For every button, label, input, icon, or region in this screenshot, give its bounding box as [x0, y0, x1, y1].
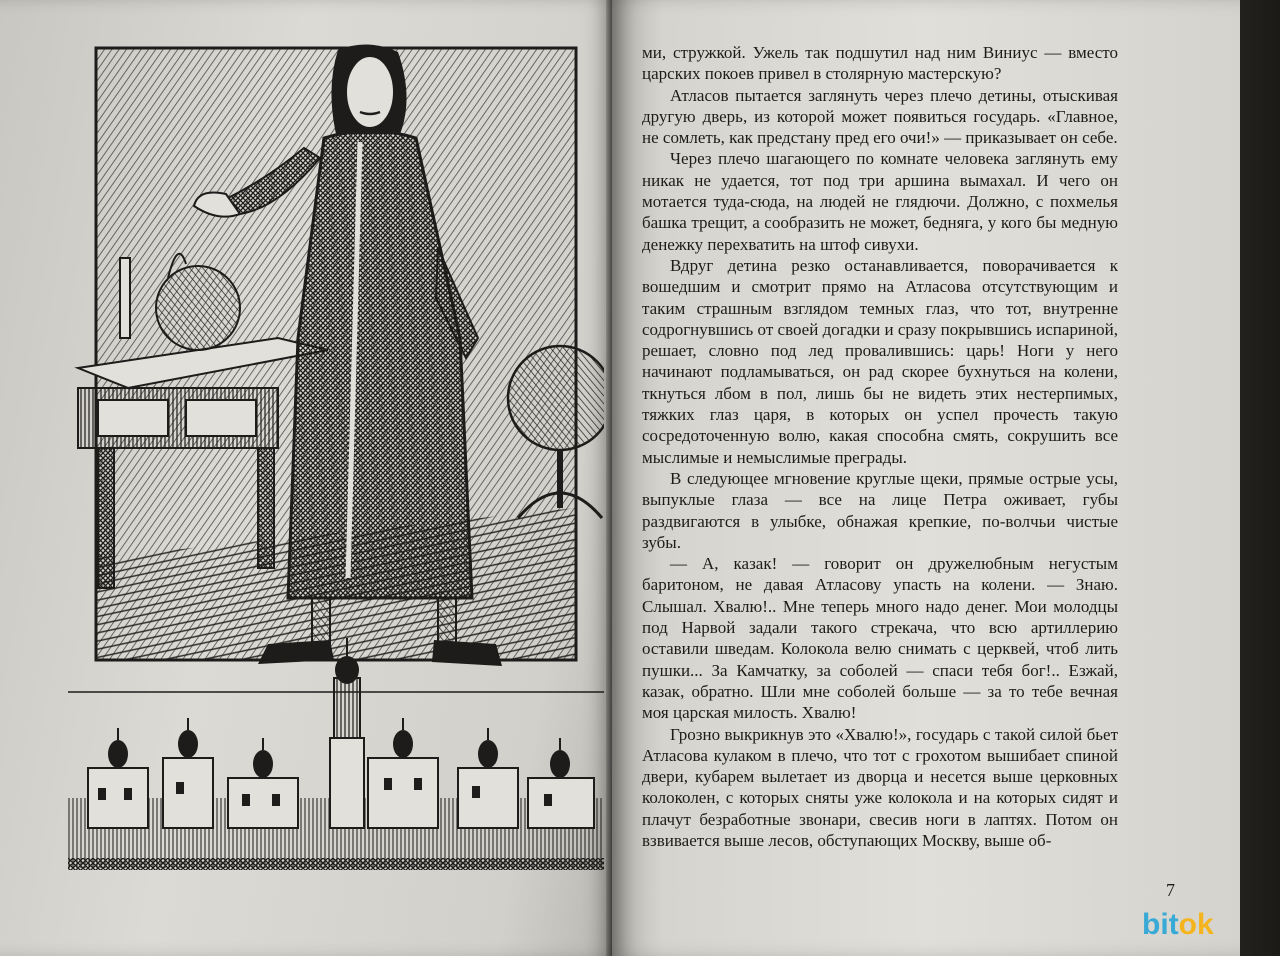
- page-number: 7: [1166, 880, 1175, 900]
- paragraph: Атласов пытается заглянуть через плечо детины, отыскивая другую дверь, из которой может появиться государь. «Главное, не сомлеть, как предстану пред его очи!» — приказывает он себе.: [642, 85, 1118, 148]
- left-page: [0, 0, 612, 956]
- paragraph: ми, стружкой. Ужель так подшутил над ним Виниус — вместо царских покоев привел в столярную мастерскую?: [642, 43, 1118, 84]
- paragraph: Грозно выкрикнув это «Хвалю!», государь с такой силой бьет Атласова кулаком в плечо, что тот с грохотом вышибает спиной двери, кубарем вылетает из дворца и несется выше церковных колоколен, с которых сняты уже колокола и на которых сидят и плачут безработные звонари, свесив ноги в лаптях. Потом он взвивается выше лесов, обступающих Москву, выше об-: [642, 724, 1118, 850]
- watermark-text-part1: bit: [1142, 908, 1179, 941]
- moscow-skyline: [68, 638, 604, 870]
- engraving-illustration: [68, 38, 604, 890]
- paragraph: Вдруг детина резко останавливается, поворачивается к вошедшим и смотрит прямо на Атласова отсутствующим и таким страшным взглядом темных глаз, что тот, внутренне содрогнувшись от своей догадки и сразу покрывшись испариной, решает, словно под лед провалившись: царь! Ноги у него начинают подламываться, он рад скорее бухнуться на колени, ткнуться лбом в пол, лишь бы не видеть этих нестерпимых, тяжких глаз царя, в которых он успел прочесть такую сосредоточенную волю, какая способна смять, сокрушить все мыслимые и немыслимые преграды.: [642, 255, 1118, 467]
- paragraph: В следующее мгновение круглые щеки, прямые острые усы, выпуклые глаза — все на лице Петра оживает, губы раздвигаются в улыбке, обнажая крепкие, по-волчьи чистые зубы.: [642, 468, 1118, 552]
- page-text: [642, 42, 1118, 851]
- watermark-text-part2: ok: [1178, 908, 1214, 941]
- watermark-logo: [1142, 908, 1214, 942]
- paragraph: Через плечо шагающего по комнате человека заглянуть ему никак не удается, тот под три аршина вымахал. И чего он мотается туда-сюда, на людей не глядючи. Должно, с похмелья башка трещит, а сообразить не может, бедняга, у кого бы медную денежку перехватить на штоф сивухи.: [642, 149, 1118, 254]
- paragraph: — А, казак! — говорит он дружелюбным негустым баритоном, не давая Атласову упасть на колени. — Знаю. Слышал. Хвалю!.. Мне теперь много надо денег. Мои молодцы под Нарвой задали такого стрекача, что всю артиллерию оставили шведам. Колокола велю снимать с церквей, чтоб лить пушки... За Камчатку, за соболей — спаси тебя бог!.. Езжай, казак, обратно. Шли мне соболей больше — за то тебе вечная моя царская милость. Хвалю!: [642, 554, 1118, 723]
